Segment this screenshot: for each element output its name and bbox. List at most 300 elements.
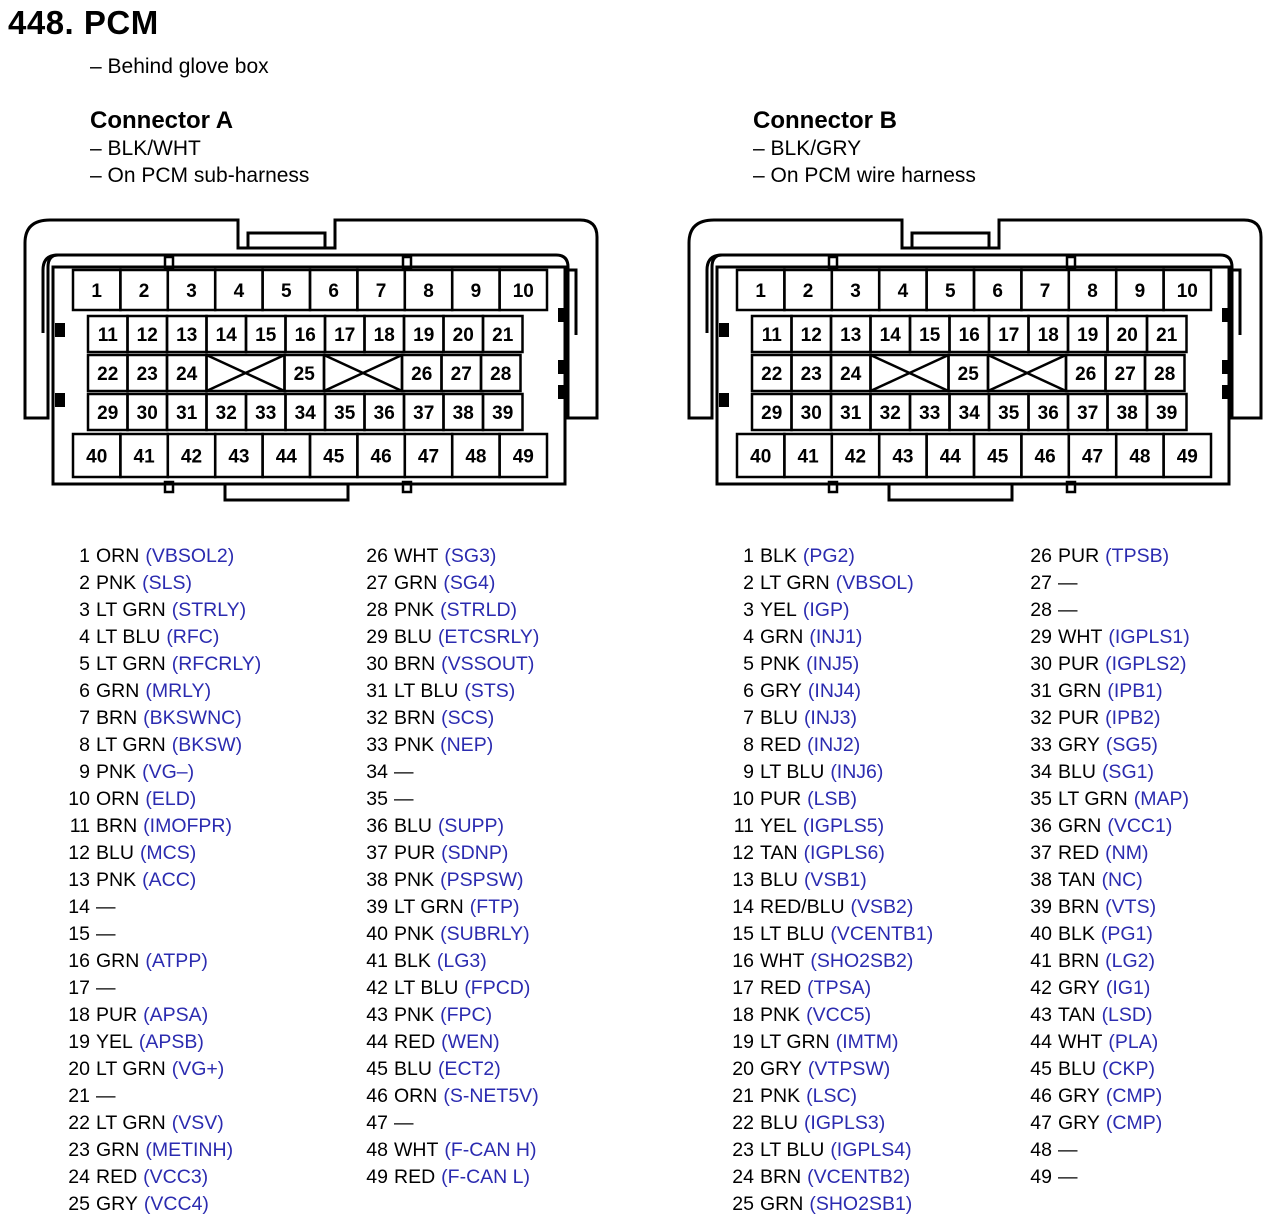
pin-label: 44: [275, 446, 297, 468]
pin-label: 29: [97, 403, 119, 424]
pin-label: 31: [176, 403, 198, 424]
pin-number: 28: [366, 599, 388, 621]
pin-number: 6: [79, 680, 90, 702]
connector-a-header: [90, 107, 309, 189]
signal-name: (IGP): [802, 599, 850, 621]
wire-color: BLU: [760, 869, 798, 891]
pin-row: [1017, 1083, 1190, 1110]
signal-name: (VSSOUT): [441, 653, 535, 675]
pin-label: 36: [1037, 403, 1059, 424]
pin-number: 14: [732, 896, 754, 918]
wire-color: RED: [1058, 842, 1100, 864]
wire-color: RED: [394, 1031, 436, 1053]
pin-row: [719, 1002, 933, 1029]
pin-label: 26: [1075, 364, 1097, 385]
pin-row: [1017, 1002, 1190, 1029]
pin-number: 38: [366, 869, 388, 891]
wire-color: PNK: [394, 869, 435, 891]
signal-name: (FPCD): [464, 977, 531, 999]
wire-color: PUR: [1058, 653, 1100, 675]
pin-row: [353, 570, 539, 597]
pin-label: 7: [1039, 281, 1051, 302]
pin-row: [719, 624, 933, 651]
pin-label: 31: [840, 403, 862, 424]
connector-a-face: [20, 215, 605, 505]
pin-row: [1017, 867, 1190, 894]
pin-row: [719, 651, 933, 678]
pin-number: 17: [732, 977, 754, 999]
pin-label: 45: [987, 446, 1009, 468]
pin-number: 23: [68, 1139, 90, 1161]
signal-name: (VTPSW): [807, 1058, 891, 1080]
pin-label: 42: [844, 446, 867, 468]
signal-name: (NM): [1105, 842, 1149, 864]
wire-color: LT BLU: [394, 977, 459, 999]
wire-color: PNK: [394, 734, 435, 756]
pin-row: [1017, 732, 1190, 759]
location-note: – Behind glove box: [90, 55, 269, 78]
wire-color: PNK: [96, 761, 137, 783]
lock-block: [1222, 385, 1232, 399]
signal-name: (VCC1): [1107, 815, 1173, 837]
pin-label: 43: [892, 446, 914, 468]
pin-number: 10: [732, 788, 754, 810]
signal-name: (IGPLS4): [830, 1139, 912, 1161]
pin-row: [55, 651, 261, 678]
signal-name: (LG2): [1105, 950, 1156, 972]
connector-b-face: [684, 215, 1269, 505]
wire-color: GRY: [1058, 734, 1100, 756]
pin-row: [353, 1029, 539, 1056]
wire-color: GRY: [1058, 1112, 1100, 1134]
pin-number: 31: [366, 680, 388, 702]
pin-number: 13: [68, 869, 90, 891]
pin-row: [353, 1002, 539, 1029]
wire-color: GRN: [760, 626, 804, 648]
wire-color: PUR: [1058, 545, 1100, 567]
pin-number: 45: [1030, 1058, 1052, 1080]
pin-label: 39: [492, 403, 514, 424]
pin-row: [719, 894, 933, 921]
pin-label: 38: [452, 403, 474, 424]
pin-row: [353, 1137, 539, 1164]
pin-row: [719, 759, 933, 786]
pin-label: 32: [879, 403, 901, 424]
pin-label: 8: [1087, 281, 1098, 302]
pin-row: [719, 1164, 933, 1191]
pin-row: [353, 705, 539, 732]
signal-name: (PG1): [1100, 923, 1153, 945]
pin-row: [1017, 948, 1190, 975]
signal-name: (PSPSW): [440, 869, 524, 891]
wire-color: BRN: [96, 707, 138, 729]
signal-name: (RFCRLY): [171, 653, 262, 675]
pin-label: 25: [293, 364, 315, 385]
wire-color: RED: [394, 1166, 436, 1188]
signal-name: (IG1): [1105, 977, 1151, 999]
wire-color: LT BLU: [394, 680, 459, 702]
pin-label: 38: [1116, 403, 1138, 424]
page-title: 448. PCM: [8, 4, 159, 41]
pin-label: 41: [797, 446, 819, 468]
signal-name: (FTP): [469, 896, 520, 918]
pin-number: 27: [1030, 572, 1052, 594]
signal-name: (VCC4): [143, 1193, 209, 1215]
pin-label: 9: [470, 281, 482, 302]
pin-number: 30: [1030, 653, 1052, 675]
connector-a-pinlist-left: [55, 543, 261, 1218]
pin-number: 26: [366, 545, 388, 567]
pin-label: 33: [919, 403, 941, 424]
wire-color: LT GRN: [96, 734, 166, 756]
pin-number: 48: [1030, 1139, 1052, 1161]
connector-b-pinlist-left: [719, 543, 933, 1218]
connector-a-face-svg: [20, 215, 605, 505]
pin-number: 23: [732, 1139, 754, 1161]
signal-name: (SG1): [1101, 761, 1154, 783]
pin-number: 42: [1030, 977, 1052, 999]
signal-name: (INJ4): [807, 680, 861, 702]
pin-label: 33: [255, 403, 277, 424]
pin-row: [55, 1164, 261, 1191]
pin-number: 26: [1030, 545, 1052, 567]
signal-name: (VG–): [142, 761, 195, 783]
pin-label: 20: [1116, 325, 1138, 346]
pin-label: 17: [334, 325, 356, 346]
pin-row: [1017, 759, 1190, 786]
wire-color: GRY: [760, 680, 802, 702]
signal-name: (ETCSRLY): [437, 626, 540, 648]
lock-block: [719, 393, 729, 407]
signal-name: (ELD): [145, 788, 197, 810]
wire-color: WHT: [760, 950, 805, 972]
pin-row: [55, 678, 261, 705]
pin-label: 14: [879, 325, 901, 346]
signal-name: (IPB2): [1105, 707, 1161, 729]
pin-row: [353, 543, 539, 570]
pin-number: 2: [79, 572, 90, 594]
pin-label: 6: [328, 281, 339, 302]
pin-row: [1017, 1110, 1190, 1137]
wire-color: BLU: [394, 626, 432, 648]
signal-name: (SG4): [443, 572, 496, 594]
wire-color: BLK: [1058, 923, 1095, 945]
pin-label: 37: [1077, 403, 1099, 424]
signal-name: (LSB): [807, 788, 858, 810]
wire-color: BRN: [1058, 950, 1100, 972]
pin-row: [353, 651, 539, 678]
signal-name: (IMTM): [835, 1031, 899, 1053]
signal-name: (F-CAN L): [441, 1166, 530, 1188]
pin-label: 11: [761, 325, 782, 346]
signal-name: (CKP): [1101, 1058, 1156, 1080]
wire-color: GRN: [760, 1193, 804, 1215]
wire-color: BLU: [760, 1112, 798, 1134]
pin-number: 38: [1030, 869, 1052, 891]
pin-label: 19: [413, 325, 435, 346]
pin-number: 36: [366, 815, 388, 837]
pin-number: 29: [366, 626, 388, 648]
pin-row: [1017, 1137, 1190, 1164]
pin-row: [719, 786, 933, 813]
pin-label: 39: [1156, 403, 1178, 424]
wire-color: BRN: [1058, 896, 1100, 918]
pin-number: 8: [743, 734, 754, 756]
signal-name: (VCENTB2): [807, 1166, 911, 1188]
pin-number: 4: [79, 626, 90, 648]
pin-row: [55, 1191, 261, 1218]
connector-a-title: Connector A: [90, 107, 234, 134]
pin-row: [1017, 894, 1190, 921]
pin-number: 24: [732, 1166, 754, 1188]
pin-number: 12: [68, 842, 90, 864]
pin-row: [55, 1002, 261, 1029]
pin-label: 32: [215, 403, 237, 424]
signal-name: (BKSWNC): [143, 707, 242, 729]
pin-number: 44: [1030, 1031, 1052, 1053]
wire-color: PNK: [760, 653, 801, 675]
pin-number: 9: [743, 761, 754, 783]
wire-color: TAN: [1058, 869, 1096, 891]
pin-number: 22: [68, 1112, 90, 1134]
pin-row: [55, 732, 261, 759]
pin-label: 23: [800, 364, 822, 385]
signal-name: (NEP): [440, 734, 494, 756]
wire-color: RED: [96, 1166, 138, 1188]
wire-color: —: [394, 788, 414, 810]
pin-number: 1: [79, 545, 90, 567]
pin-number: 41: [1030, 950, 1052, 972]
wire-color: LT GRN: [760, 572, 830, 594]
pin-row: [719, 543, 933, 570]
signal-name: (VSB2): [850, 896, 914, 918]
wire-color: PNK: [394, 599, 435, 621]
signal-name: (INJ6): [830, 761, 884, 783]
pin-label: 47: [417, 446, 440, 468]
pin-row: [719, 678, 933, 705]
wire-color: LT GRN: [96, 599, 166, 621]
wire-color: GRY: [1058, 977, 1100, 999]
pin-row: [353, 813, 539, 840]
pin-number: 20: [68, 1058, 90, 1080]
signal-name: (INJ2): [807, 734, 861, 756]
pin-number: 7: [79, 707, 90, 729]
signal-name: (SCS): [441, 707, 495, 729]
pin-number: 42: [366, 977, 388, 999]
latch-tab: [248, 233, 325, 248]
pin-number: 40: [366, 923, 388, 945]
pin-row: [55, 975, 261, 1002]
pin-label: 11: [97, 325, 118, 346]
pin-row: [353, 732, 539, 759]
wire-color: PUR: [96, 1004, 138, 1026]
signal-name: (APSA): [143, 1004, 209, 1026]
pin-number: 33: [1030, 734, 1052, 756]
lock-block: [558, 385, 568, 399]
wire-color: —: [394, 1112, 414, 1134]
pin-number: 31: [1030, 680, 1052, 702]
pin-number: 30: [366, 653, 388, 675]
pin-row: [353, 1110, 539, 1137]
pin-row: [719, 948, 933, 975]
wire-color: WHT: [1058, 1031, 1103, 1053]
pin-row: [55, 894, 261, 921]
wire-color: TAN: [1058, 1004, 1096, 1026]
pin-number: 5: [79, 653, 90, 675]
pin-number: 11: [733, 815, 754, 837]
pin-label: 4: [897, 281, 909, 302]
pin-row: [719, 1083, 933, 1110]
pin-row: [55, 543, 261, 570]
pin-row: [719, 732, 933, 759]
pin-row: [719, 1191, 933, 1218]
pin-number: 34: [1030, 761, 1052, 783]
pin-label: 22: [97, 364, 119, 385]
pin-number: 47: [1030, 1112, 1052, 1134]
pin-row: [353, 921, 539, 948]
wire-color: GRY: [1058, 1085, 1100, 1107]
pin-number: 34: [366, 761, 388, 783]
pin-number: 2: [743, 572, 754, 594]
wire-color: GRN: [96, 1139, 140, 1161]
pin-number: 49: [1030, 1166, 1052, 1188]
pin-row: [1017, 1056, 1190, 1083]
wire-color: —: [1058, 599, 1078, 621]
pin-number: 15: [68, 923, 90, 945]
signal-name: (MRLY): [145, 680, 212, 702]
signal-name: (VSV): [171, 1112, 224, 1134]
pin-label: 3: [186, 281, 197, 302]
signal-name: (VBSOL2): [145, 545, 235, 567]
signal-name: (PLA): [1108, 1031, 1159, 1053]
pin-number: 24: [68, 1166, 90, 1188]
pin-label: 24: [176, 364, 198, 385]
signal-name: (IGPLS3): [803, 1112, 886, 1134]
pin-row: [55, 1056, 261, 1083]
pin-number: 41: [366, 950, 388, 972]
connector-b-pinlist-right: [1017, 543, 1190, 1191]
signal-name: (SUBRLY): [440, 923, 530, 945]
pin-number: 18: [68, 1004, 90, 1026]
signal-name: (IGPLS2): [1105, 653, 1187, 675]
pin-number: 39: [1030, 896, 1052, 918]
pin-row: [55, 867, 261, 894]
wire-color: PNK: [96, 572, 137, 594]
wire-color: GRN: [1058, 815, 1102, 837]
signal-name: (VSB1): [803, 869, 867, 891]
signal-name: (MAP): [1133, 788, 1189, 810]
outer-shroud: [25, 220, 597, 418]
pin-number: 9: [79, 761, 90, 783]
pin-number: 18: [732, 1004, 754, 1026]
signal-name: (APSB): [138, 1031, 204, 1053]
pin-row: [55, 813, 261, 840]
pin-number: 7: [743, 707, 754, 729]
pin-label: 9: [1134, 281, 1146, 302]
pin-number: 16: [732, 950, 754, 972]
wire-color: LT BLU: [760, 923, 825, 945]
pin-row: [1017, 1029, 1190, 1056]
wire-color: LT GRN: [96, 1112, 166, 1134]
wire-color: YEL: [760, 815, 797, 837]
wire-color: GRN: [1058, 680, 1102, 702]
pin-row: [55, 786, 261, 813]
wire-color: —: [96, 896, 116, 918]
wire-color: —: [1058, 1139, 1078, 1161]
lock-block: [558, 360, 568, 374]
pin-row: [353, 948, 539, 975]
pin-label: 4: [233, 281, 245, 302]
pin-number: 47: [366, 1112, 388, 1134]
pin-row: [353, 975, 539, 1002]
pin-row: [55, 921, 261, 948]
wire-color: LT BLU: [760, 1139, 825, 1161]
pin-label: 27: [450, 364, 472, 385]
wire-color: BLU: [760, 707, 798, 729]
wire-color: —: [1058, 572, 1078, 594]
pin-number: 11: [69, 815, 90, 837]
pin-row: [55, 1137, 261, 1164]
wire-color: —: [1058, 1166, 1078, 1188]
signal-name: (F-CAN H): [444, 1139, 537, 1161]
bottom-key: [889, 484, 1012, 500]
pin-label: 12: [136, 325, 158, 346]
pin-label: 40: [750, 446, 772, 468]
lock-block: [55, 323, 65, 337]
pin-row: [55, 759, 261, 786]
signal-name: (TPSB): [1105, 545, 1170, 567]
pin-label: 2: [138, 281, 150, 302]
signal-name: (PG2): [802, 545, 855, 567]
pin-number: 16: [68, 950, 90, 972]
signal-name: (IGPLS5): [802, 815, 885, 837]
pin-number: 13: [732, 869, 754, 891]
connector-b-location: – On PCM wire harness: [753, 164, 976, 187]
signal-name: (TPSA): [807, 977, 872, 999]
pin-row: [1017, 921, 1190, 948]
lock-block: [1222, 308, 1232, 322]
signal-name: (SHO2SB1): [809, 1193, 913, 1215]
pin-number: 17: [68, 977, 90, 999]
wire-color: GRN: [96, 950, 140, 972]
signal-name: (IGPLS6): [803, 842, 885, 864]
pin-row: [1017, 624, 1190, 651]
pin-number: 35: [1030, 788, 1052, 810]
signal-name: (IGPLS1): [1108, 626, 1190, 648]
pin-number: 21: [68, 1085, 90, 1107]
pin-label: 35: [998, 403, 1020, 424]
pin-number: 32: [366, 707, 388, 729]
signal-name: (CMP): [1105, 1112, 1163, 1134]
pin-row: [353, 597, 539, 624]
wire-color: BLK: [760, 545, 797, 567]
signal-name: (VG+): [171, 1058, 225, 1080]
pin-row: [719, 1137, 933, 1164]
pin-row: [353, 1164, 539, 1191]
wire-color: LT GRN: [394, 896, 464, 918]
pin-row: [719, 867, 933, 894]
pin-number: 3: [79, 599, 90, 621]
pin-label: 48: [465, 446, 487, 468]
signal-name: (STRLY): [171, 599, 247, 621]
wire-color: ORN: [96, 788, 140, 810]
pin-number: 40: [1030, 923, 1052, 945]
pin-label: 1: [91, 281, 102, 302]
pin-label: 28: [490, 364, 512, 385]
wire-color: —: [96, 923, 116, 945]
wire-color: GRY: [96, 1193, 138, 1215]
wire-color: BLU: [1058, 761, 1096, 783]
